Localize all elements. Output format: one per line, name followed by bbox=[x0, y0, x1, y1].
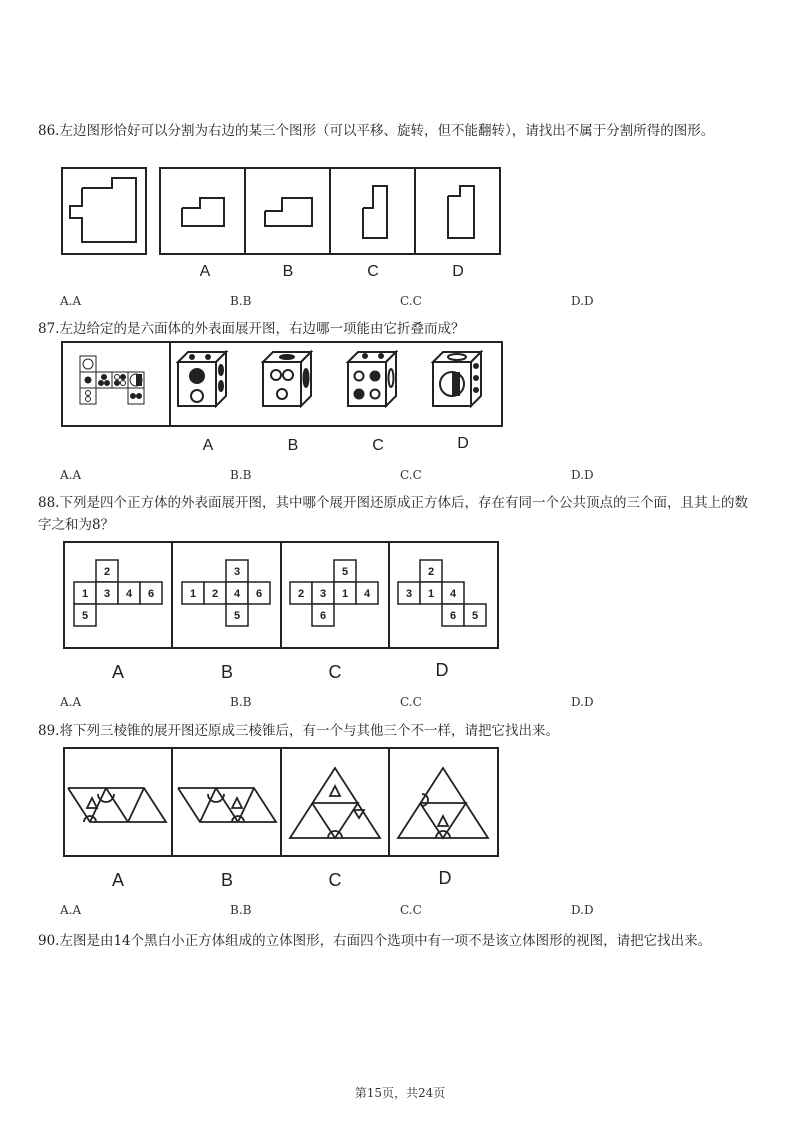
figure-label: B bbox=[220, 870, 234, 890]
net-number: 1 bbox=[341, 588, 349, 600]
net-number: 2 bbox=[297, 588, 305, 600]
question-88-figure bbox=[62, 540, 502, 685]
option-a[interactable]: A.A bbox=[60, 695, 82, 709]
figure-label: A bbox=[111, 662, 125, 682]
option-a-cube bbox=[178, 352, 226, 406]
option-a[interactable]: A.A bbox=[60, 294, 82, 308]
option-d[interactable]: D.D bbox=[571, 468, 594, 482]
net-number: 6 bbox=[319, 610, 327, 622]
question-90-text: 90.左图是由14个黑白小正方体组成的立体图形，右面四个选项中有一项不是该立体图形的视图，请把它找出来。 bbox=[38, 933, 712, 949]
option-d-cube bbox=[433, 352, 481, 406]
option-d[interactable]: D.D bbox=[571, 903, 594, 917]
option-b-cube bbox=[263, 352, 311, 406]
figure-label: D bbox=[435, 660, 449, 680]
option-d[interactable]: D.D bbox=[571, 695, 594, 709]
net-number: 4 bbox=[233, 588, 241, 600]
question-89-text: 89.将下列三棱锥的展开图还原成三棱锥后，有一个与其他三个不一样，请把它找出来。 bbox=[38, 723, 559, 739]
option-c-shape bbox=[363, 186, 387, 238]
net-number: 5 bbox=[471, 610, 479, 622]
figure-label: A bbox=[199, 263, 211, 280]
figure-label: A bbox=[111, 870, 125, 890]
net-number: 4 bbox=[449, 588, 457, 600]
figure-label: D bbox=[457, 435, 469, 452]
option-c-cube bbox=[348, 352, 396, 406]
question-86-text: 86.左边图形恰好可以分割为右边的某三个图形（可以平移、旋转，但不能翻转），请找出不属于分割所得的图形。 bbox=[38, 123, 715, 139]
reference-shape bbox=[70, 178, 136, 242]
figure-label: A bbox=[202, 437, 214, 454]
option-b[interactable]: B.B bbox=[230, 695, 252, 709]
option-b-shape bbox=[265, 198, 312, 226]
option-c[interactable]: C.C bbox=[400, 468, 422, 482]
net-number: 5 bbox=[233, 610, 241, 622]
figure-label: B bbox=[287, 437, 299, 454]
net-number: 5 bbox=[341, 566, 349, 578]
option-a[interactable]: A.A bbox=[60, 468, 82, 482]
net-number: 4 bbox=[363, 588, 371, 600]
option-d-shape bbox=[448, 186, 474, 238]
net-number: 2 bbox=[103, 566, 111, 578]
question-89-figure bbox=[62, 746, 502, 896]
option-b[interactable]: B.B bbox=[230, 294, 252, 308]
net-number: 6 bbox=[147, 588, 155, 600]
page-footer: 第15页，共24页 bbox=[354, 1086, 446, 1100]
option-c[interactable]: C.C bbox=[400, 695, 422, 709]
figure-label: B bbox=[282, 263, 294, 280]
option-d[interactable]: D.D bbox=[571, 294, 594, 308]
figure-label: C bbox=[328, 870, 342, 890]
net-number: 3 bbox=[233, 566, 241, 578]
net-number: 2 bbox=[427, 566, 435, 578]
question-87-text: 87.左边给定的是六面体的外表面展开图，右边哪一项能由它折叠而成？ bbox=[38, 321, 465, 337]
question-86-figure bbox=[60, 166, 510, 281]
figure-label: C bbox=[372, 437, 384, 454]
option-b[interactable]: B.B bbox=[230, 903, 252, 917]
cube-net bbox=[80, 356, 144, 404]
net-number: 1 bbox=[427, 588, 435, 600]
option-a[interactable]: A.A bbox=[60, 903, 82, 917]
option-c[interactable]: C.C bbox=[400, 294, 422, 308]
figure-label: D bbox=[452, 263, 464, 280]
net-number: 6 bbox=[449, 610, 457, 622]
net-number: 6 bbox=[255, 588, 263, 600]
figure-label: C bbox=[328, 662, 342, 682]
option-a-shape bbox=[182, 198, 224, 226]
figure-label: C bbox=[367, 263, 379, 280]
figure-label: D bbox=[438, 868, 452, 888]
net-number: 4 bbox=[125, 588, 133, 600]
net-number: 3 bbox=[103, 588, 111, 600]
net-number: 2 bbox=[211, 588, 219, 600]
option-b[interactable]: B.B bbox=[230, 468, 252, 482]
question-87-figure bbox=[60, 340, 505, 455]
net-number: 3 bbox=[319, 588, 327, 600]
question-88-text: 88.下列是四个正方体的外表面展开图，其中哪个展开图还原成正方体后，存在有同一个公共顶点的三个面，且其上的数字之和为8？ bbox=[38, 495, 748, 533]
net-number: 1 bbox=[81, 588, 89, 600]
net-number: 3 bbox=[405, 588, 413, 600]
option-c[interactable]: C.C bbox=[400, 903, 422, 917]
net-number: 5 bbox=[81, 610, 89, 622]
figure-label: B bbox=[220, 662, 234, 682]
net-number: 1 bbox=[189, 588, 197, 600]
